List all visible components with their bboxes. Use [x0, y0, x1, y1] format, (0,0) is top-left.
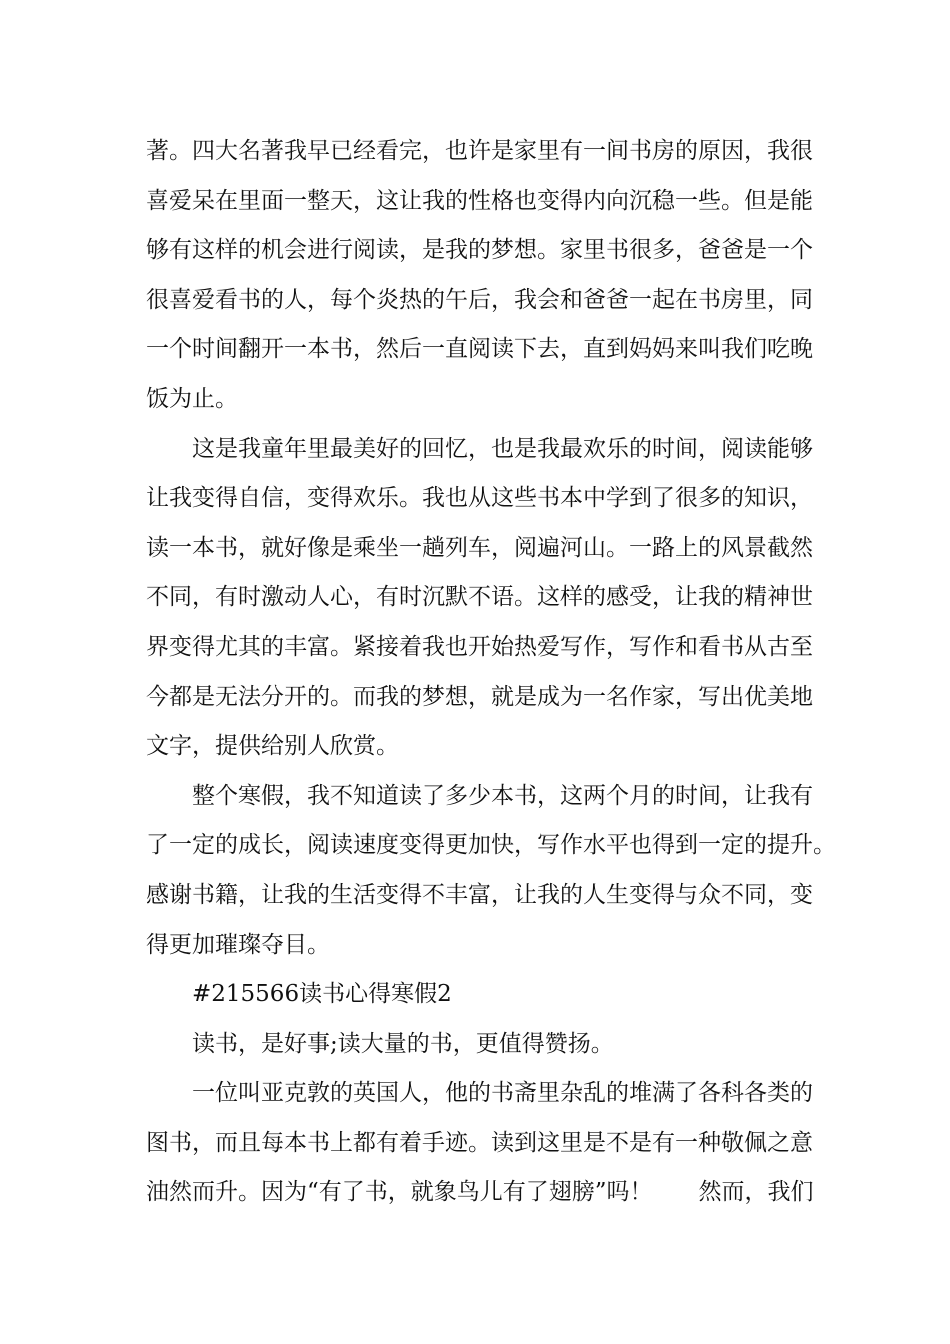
- text-line: 今都是无法分开的。而我的梦想，就是成为一名作家，写出优美地: [146, 683, 813, 710]
- text-line: 油然而升。因为“有了书，就象鸟儿有了翅膀”吗！ 然而，我们: [146, 1179, 814, 1206]
- paragraph-start: 整个寒假，我不知道读了多少本书，这两个月的时间，让我有: [192, 782, 813, 809]
- paragraph-start: 一位叫亚克敦的英国人，他的书斋里杂乱的堆满了各科各类的: [192, 1080, 813, 1107]
- text-line: 感谢书籍，让我的生活变得不丰富，让我的人生变得与众不同，变: [146, 881, 813, 908]
- text-line: 不同，有时激动人心，有时沉默不语。这样的感受，让我的精神世: [146, 584, 813, 611]
- text-line: 界变得尤其的丰富。紧接着我也开始热爱写作，写作和看书从古至: [146, 633, 813, 660]
- text-line: 著。四大名著我早已经看完，也许是家里有一间书房的原因，我很: [146, 138, 813, 164]
- text-line: 很喜爱看书的人，每个炎热的午后，我会和爸爸一起在书房里，同: [146, 286, 813, 313]
- text-line: 了一定的成长，阅读速度变得更加快，写作水平也得到一定的提升。: [146, 832, 836, 859]
- text-line: 够有这样的机会进行阅读，是我的梦想。家里书很多，爸爸是一个: [146, 237, 813, 264]
- text-line: 读一本书，就好像是乘坐一趟列车，阅遍河山。一路上的风景截然: [146, 534, 813, 561]
- text-line: 图书，而且每本书上都有着手迹。读到这里是不是有一种敬佩之意: [146, 1129, 813, 1156]
- text-line: 得更加璀璨夺目。: [146, 931, 330, 958]
- section-heading: #215566读书心得寒假2: [192, 981, 452, 1008]
- body-text: [146, 127, 836, 1218]
- text-line: 一个时间翻开一本书，然后一直阅读下去，直到妈妈来叫我们吃晚: [146, 336, 813, 363]
- text-line: 喜爱呆在里面一整天，这让我的性格也变得内向沉稳一些。但是能: [146, 187, 813, 214]
- text-line: 让我变得自信，变得欢乐。我也从这些书本中学到了很多的知识，: [146, 485, 813, 512]
- paragraph-start: 这是我童年里最美好的回忆，也是我最欢乐的时间，阅读能够: [192, 435, 813, 462]
- text-line: 文字，提供给别人欣赏。: [146, 733, 399, 760]
- paragraph-start: 读书，是好事;读大量的书，更值得赞扬。: [192, 1030, 614, 1057]
- text-line: 饭为止。: [146, 385, 238, 412]
